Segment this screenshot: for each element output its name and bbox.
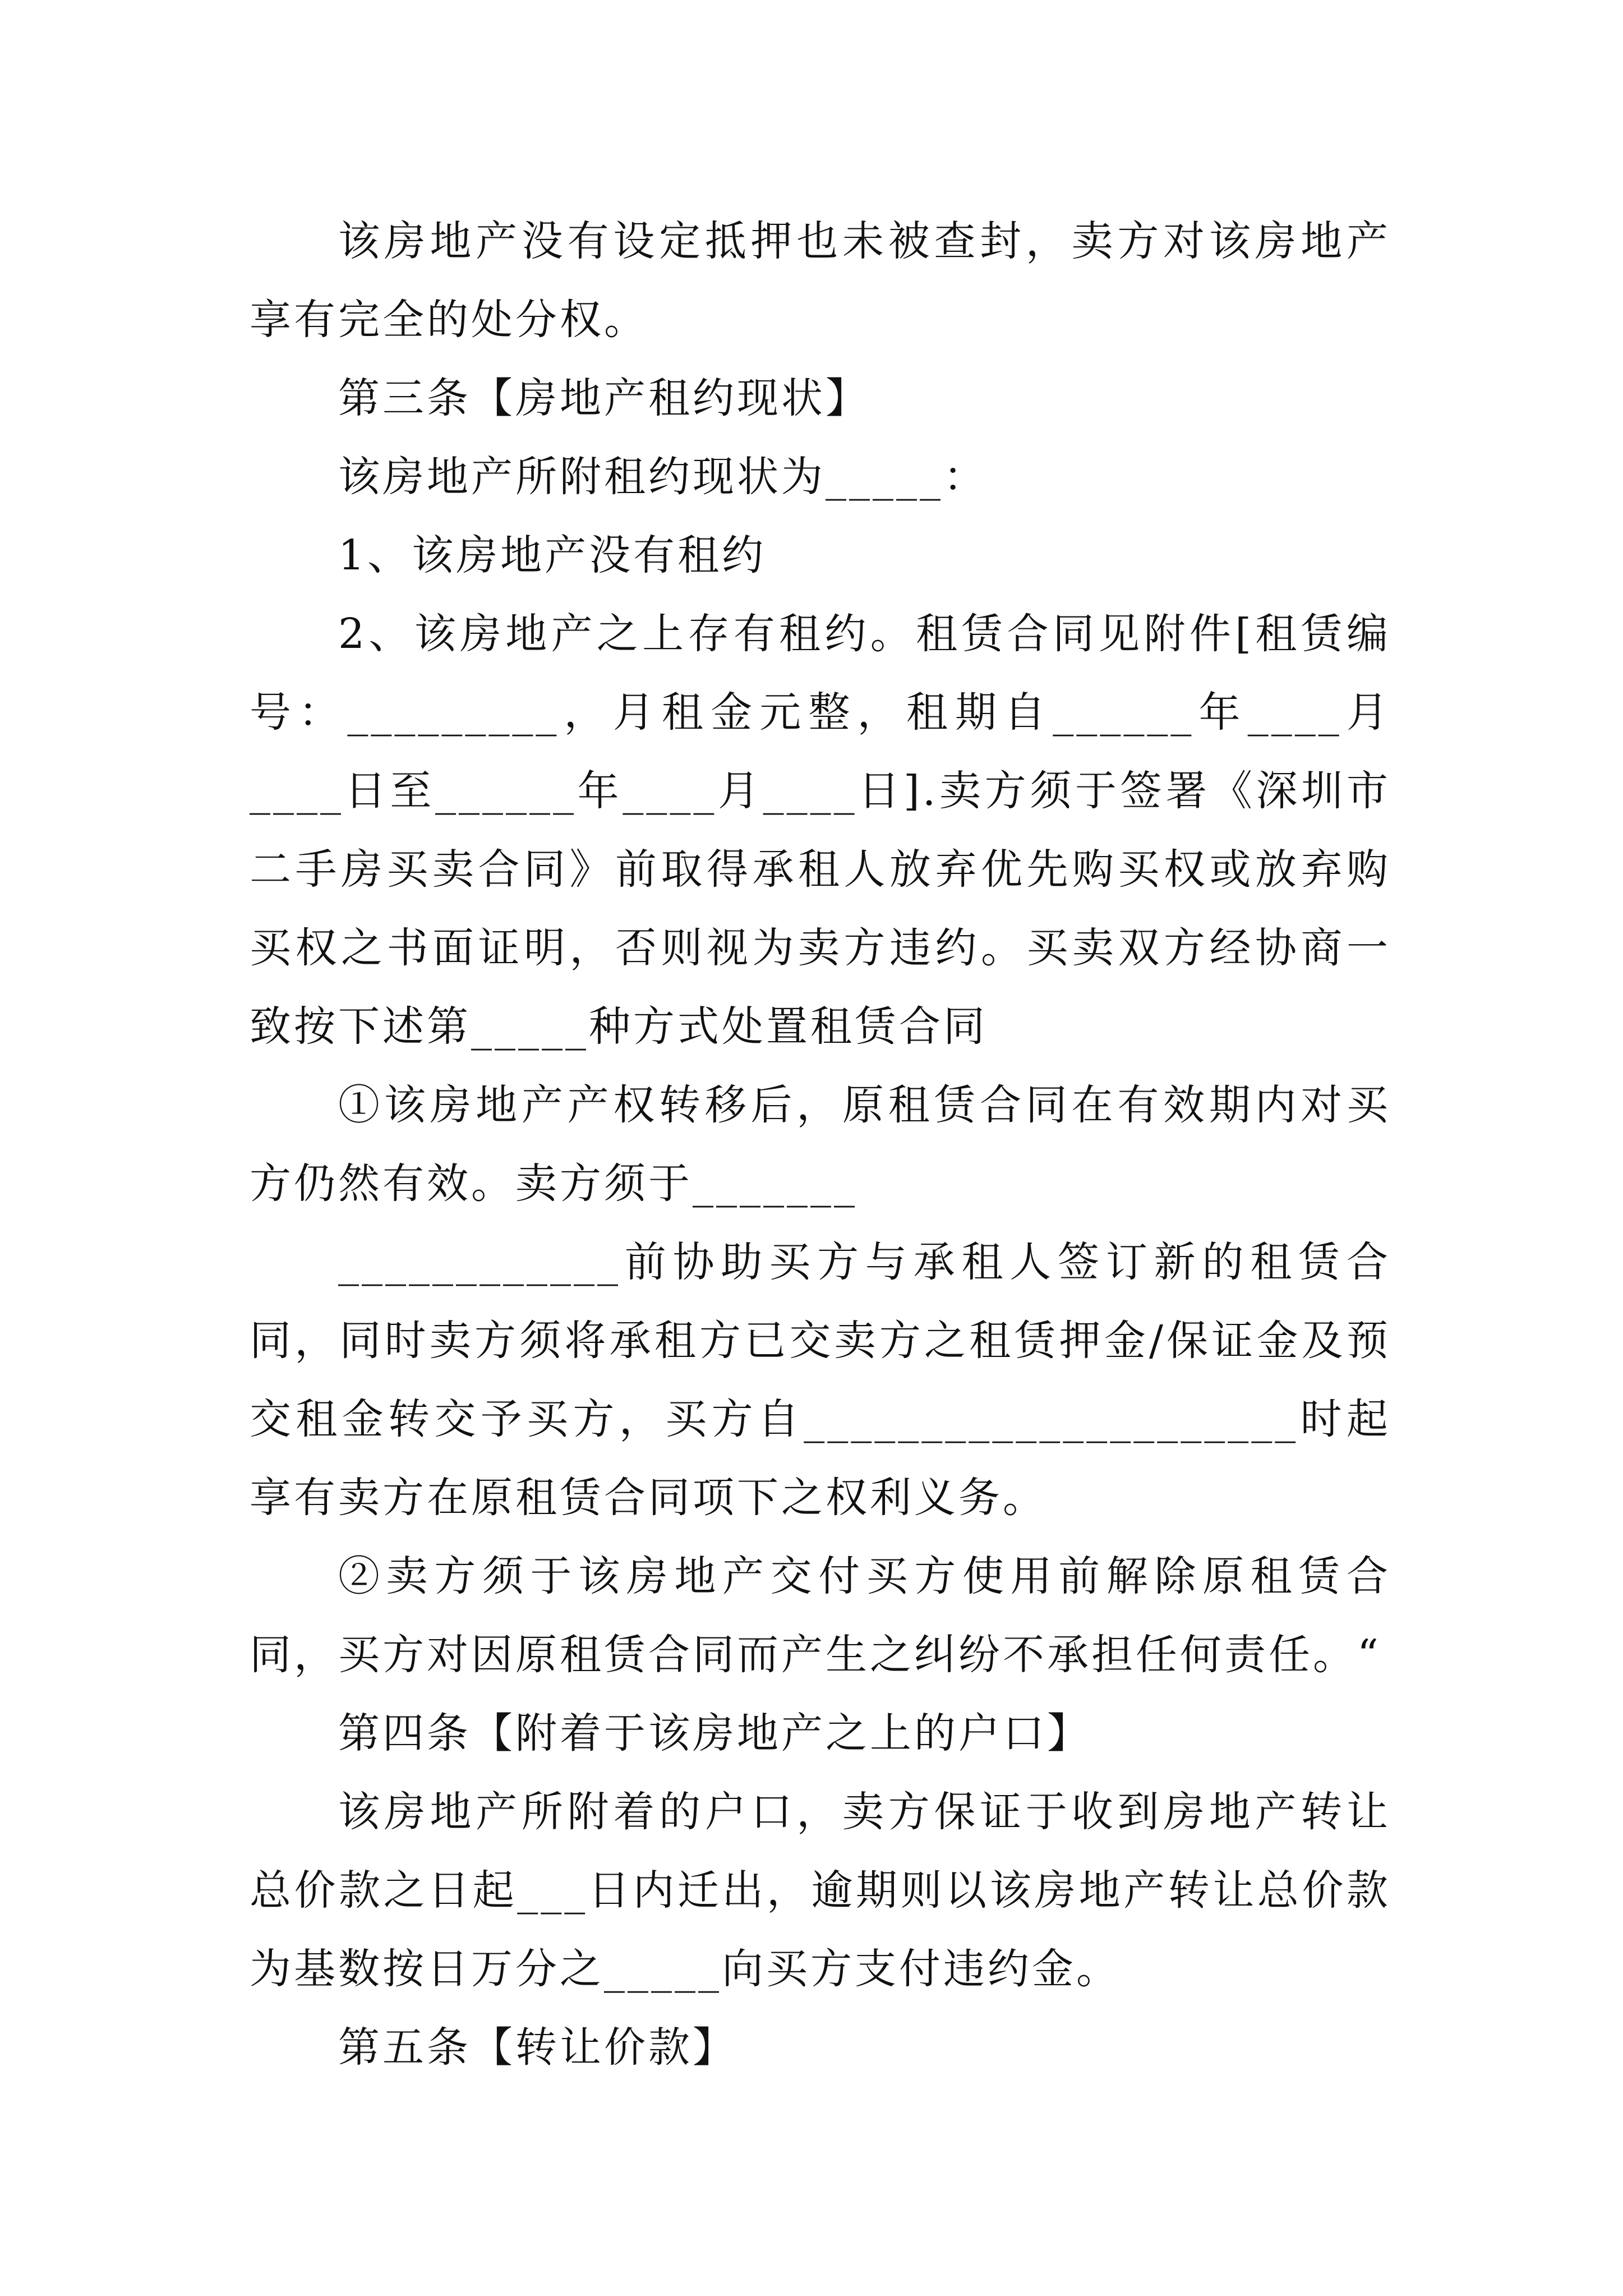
paragraph-household-registration: 该房地产所附着的户口，卖方保证于收到房地产转让总价款之日起___日内迁出，逾期则以该房地产转让总价款为基数按日万分之_____向买方支付违约金。 (250, 1788, 1391, 1993)
paragraph-option-1: ①该房地产产权转移后，原租赁合同在有效期内对买方仍然有效。卖方须于_______ (250, 1081, 1391, 1208)
article-5-heading: 第五条【转让价款】 (338, 2023, 737, 2072)
paragraph-option-2: ②卖方须于该房地产交付买方使用前解除原租赁合同，买方对因原租赁合同而产生之纠纷不承担任何责任。“ (250, 1552, 1391, 1679)
paragraph-no-lease: 1、该房地产没有租约 (338, 531, 767, 579)
article-3-heading: 第三条【房地产租约现状】 (338, 374, 870, 422)
paragraph-option-1-continued: ____________前协助买方与承租人签订新的租赁合同，同时卖方须将承租方已交卖方之租赁押金/保证金及预交租金转交予买方，买方自_____________________时起享有卖方在原租赁合同项下之权利义务。 (250, 1238, 1391, 1522)
paragraph-ownership: 该房地产没有设定抵押也未被查封，卖方对该房地产享有完全的处分权。 (250, 217, 1391, 344)
document-body (250, 202, 1391, 2087)
paragraph-lease-status: 该房地产所附租约现状为_____： (338, 453, 988, 501)
paragraph-existing-lease: 2、该房地产之上存有租约。租赁合同见附件[租赁编号：_________，月租金元整，租期自______年____月____日至______年____月____日].卖方须于签署《深圳市二手房买卖合同》前取得承租人放弃优先购买权或放弃购买权之书面证明，否则视为卖方违约。买卖双方经协商一致按下述第_____种方式处置租赁合同 (250, 610, 1391, 1051)
article-4-heading: 第四条【附着于该房地产之上的户口】 (338, 1709, 1091, 1757)
